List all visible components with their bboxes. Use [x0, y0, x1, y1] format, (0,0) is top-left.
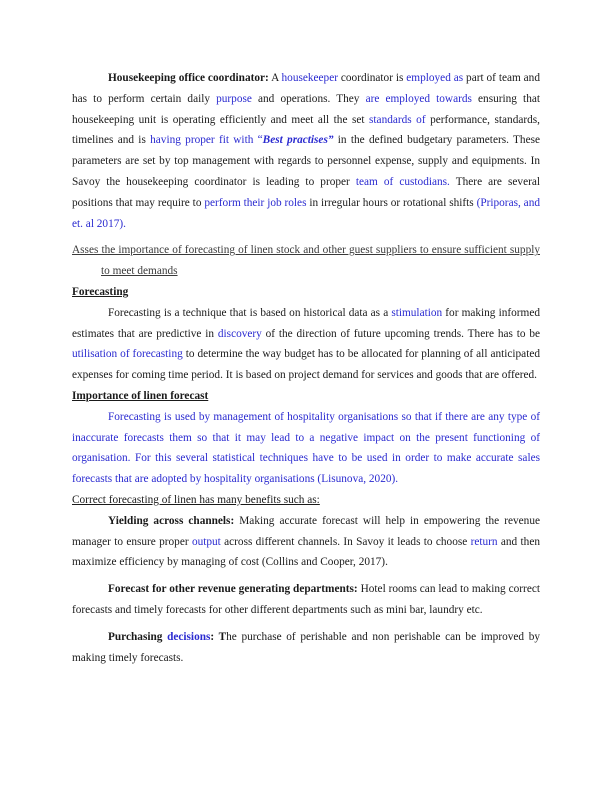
text-run: in the defined budgetary parameters. These parameters are set by top management with regards to personnel expense, supply and equipments. In Savoy the housekeeping coordinator is leading to proper [72, 134, 540, 188]
text-run: across different channels. In Savoy it leads to choose [220, 535, 471, 548]
highlight-run: purpose [216, 92, 252, 105]
section-heading: Asses the importance of forecasting of linen stock and other guest suppliers to ensure sufficient supply to meet demands [72, 244, 540, 278]
text-run: for making informed estimates that are predictive in [72, 306, 540, 340]
text-run: There are several positions that may require to [72, 175, 540, 209]
highlight-run: housekeeper [281, 72, 338, 84]
highlight-run: team of custodians. [355, 175, 450, 188]
highlight-run: are employed towards [365, 92, 472, 105]
highlight-run: having proper fit with “ [150, 134, 263, 147]
forecasting-heading: Forecasting [72, 285, 129, 298]
text-run: to determine the way budget has to be allocated for planning of all anticipated expenses for coming time period. It is based on project demand for services and goods that are offered. [72, 348, 540, 382]
text-run: he purchase of perishable and non perishable can be improved by making timely forecasts. [72, 630, 541, 664]
text-run: part of team and has to perform certain daily [72, 72, 540, 105]
text-run: and then maximize efficiency by managing of cost (Collins and Cooper, 2017). [72, 535, 540, 569]
text-run: and operations. They [251, 92, 366, 105]
highlight-run: employed as [406, 72, 464, 84]
text-run: A [268, 72, 282, 84]
importance-heading: Importance of linen forecast [72, 389, 209, 402]
text-run: performance, standards, timelines and is [72, 113, 540, 147]
purchasing-paragraph [72, 627, 540, 669]
highlight-run: stimulation [391, 306, 443, 319]
document-page [72, 68, 540, 668]
yielding-label: Yielding across channels: [108, 514, 235, 527]
revenue-paragraph [72, 579, 540, 621]
best-practises-emphasis: Best practises” [262, 134, 334, 147]
citation: (Priporas, and et. al 2017). [72, 196, 540, 230]
yielding-paragraph [72, 511, 540, 573]
highlight-run: discovery [217, 327, 262, 340]
coordinator-paragraph [72, 68, 540, 234]
importance-paragraph [72, 407, 540, 490]
highlight-run: return [470, 535, 498, 548]
highlight-run: output [191, 535, 221, 548]
purchasing-label: Purchasing [108, 630, 168, 643]
text-run: in irregular hours or rotational shifts [306, 196, 477, 209]
forecasting-paragraph [72, 303, 540, 386]
coordinator-label: Housekeeping office coordinator: [108, 72, 269, 84]
highlight-run: Forecasting is used by management of hospitality organisations so that if there are any type of inaccurate forecasts them so that it may lead to a negative impact on the present functioning of organisation. For this several statistical techniques have to be used in order to make accurate sales forecasts that are adopted by hospitality organisations (Lisunova, 2020). [72, 410, 540, 486]
revenue-label: Forecast for other revenue generating departments: [108, 583, 358, 596]
highlight-run: utilisation of forecasting [72, 348, 183, 361]
text-run: Hotel rooms can lead to making correct forecasts and timely forecasts for other different departments such as mini bar, laundry etc. [72, 583, 540, 616]
text-run: coordinator is [337, 72, 407, 84]
purchasing-label-tail: : T [210, 630, 227, 643]
text-run: Making accurate forecast will help in empowering the revenue manager to ensure proper [72, 514, 540, 548]
text-run: Forecasting is a technique that is based on historical data as a [108, 306, 392, 319]
highlight-run: standards of [369, 113, 426, 126]
text-run: of the direction of future upcoming trends. There has to be [261, 327, 540, 340]
highlight-run: decisions [167, 630, 211, 643]
highlight-run: perform their job roles [204, 196, 307, 209]
text-run: ensuring that housekeeping unit is operating efficiently and meet all the set [72, 92, 540, 126]
benefits-heading: Correct forecasting of linen has many benefits such as: [72, 493, 320, 506]
